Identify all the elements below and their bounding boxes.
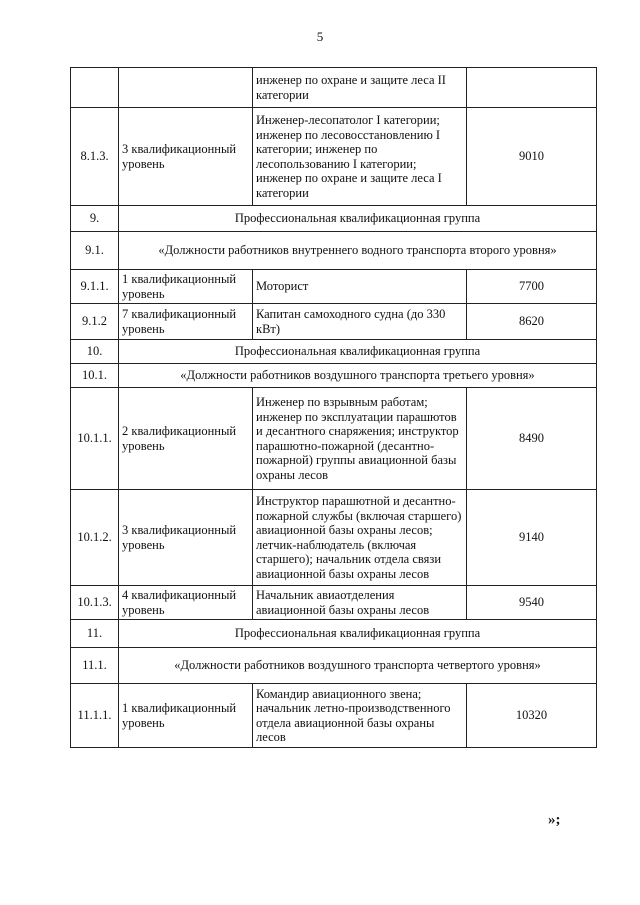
row-number: 11.	[71, 620, 119, 648]
row-number: 10.1.	[71, 364, 119, 388]
salary-cell: 7700	[467, 270, 597, 304]
group-row	[71, 340, 597, 364]
salary-cell: 9010	[467, 108, 597, 206]
table-row	[71, 304, 597, 340]
salary-table	[70, 67, 597, 748]
table-row	[71, 388, 597, 490]
positions-cell: Начальник авиаотделения авиационной базы охраны лесов	[253, 586, 467, 620]
row-number: 10.1.1.	[71, 388, 119, 490]
salary-cell: 8490	[467, 388, 597, 490]
closing-quote: »;	[548, 812, 561, 828]
row-number: 9.1.2	[71, 304, 119, 340]
qualification-level	[119, 68, 253, 108]
qualification-level: 2 квалификационный уровень	[119, 388, 253, 490]
table-row	[71, 68, 597, 108]
table-row	[71, 586, 597, 620]
salary-cell	[467, 68, 597, 108]
group-row	[71, 620, 597, 648]
row-number: 8.1.3.	[71, 108, 119, 206]
group-title: «Должности работников воздушного транспорта четвертого уровня»	[119, 648, 597, 684]
positions-cell: Инженер-лесопатолог I категории; инженер по лесовосстановлению I категории; инженер по лесопользованию I категории; инженер по охране и защите леса I категории	[253, 108, 467, 206]
group-row	[71, 206, 597, 232]
table-row	[71, 684, 597, 748]
row-number: 9.	[71, 206, 119, 232]
row-number: 10.1.3.	[71, 586, 119, 620]
row-number: 10.1.2.	[71, 490, 119, 586]
positions-cell: Моторист	[253, 270, 467, 304]
table-row	[71, 490, 597, 586]
group-title: Профессиональная квалификационная группа	[119, 620, 597, 648]
salary-cell: 8620	[467, 304, 597, 340]
salary-cell: 9540	[467, 586, 597, 620]
salary-cell: 9140	[467, 490, 597, 586]
row-number: 11.1.1.	[71, 684, 119, 748]
row-number	[71, 68, 119, 108]
page-number: 5	[316, 29, 324, 44]
qualification-level: 3 квалификационный уровень	[119, 490, 253, 586]
group-title: «Должности работников воздушного транспорта третьего уровня»	[119, 364, 597, 388]
row-number: 9.1.	[71, 232, 119, 270]
row-number: 11.1.	[71, 648, 119, 684]
positions-cell: Инженер по взрывным работам; инженер по эксплуатации парашютов и десантного снаряжения; инструктор парашютно-пожарной (десантно-пожарной) группы авиационной базы охраны лесов	[253, 388, 467, 490]
group-row	[71, 364, 597, 388]
row-number: 10.	[71, 340, 119, 364]
group-row	[71, 648, 597, 684]
positions-cell: Капитан самоходного судна (до 330 кВт)	[253, 304, 467, 340]
group-row	[71, 232, 597, 270]
group-title: «Должности работников внутреннего водного транспорта второго уровня»	[119, 232, 597, 270]
salary-cell: 10320	[467, 684, 597, 748]
qualification-level: 1 квалификационный уровень	[119, 270, 253, 304]
row-number: 9.1.1.	[71, 270, 119, 304]
qualification-level: 7 квалификационный уровень	[119, 304, 253, 340]
positions-cell: инженер по охране и защите леса II категории	[253, 68, 467, 108]
positions-cell: Командир авиационного звена; начальник летно-производственного отдела авиационной базы охраны лесов	[253, 684, 467, 748]
group-title: Профессиональная квалификационная группа	[119, 340, 597, 364]
group-title: Профессиональная квалификационная группа	[119, 206, 597, 232]
qualification-level: 4 квалификационный уровень	[119, 586, 253, 620]
qualification-level: 3 квалификационный уровень	[119, 108, 253, 206]
table-row	[71, 270, 597, 304]
qualification-level: 1 квалификационный уровень	[119, 684, 253, 748]
table-row	[71, 108, 597, 206]
positions-cell: Инструктор парашютной и десантно-пожарной службы (включая старшего) авиационной базы охраны лесов; летчик-наблюдатель (включая старшего); начальник отдела связи авиационной базы охраны лесов	[253, 490, 467, 586]
